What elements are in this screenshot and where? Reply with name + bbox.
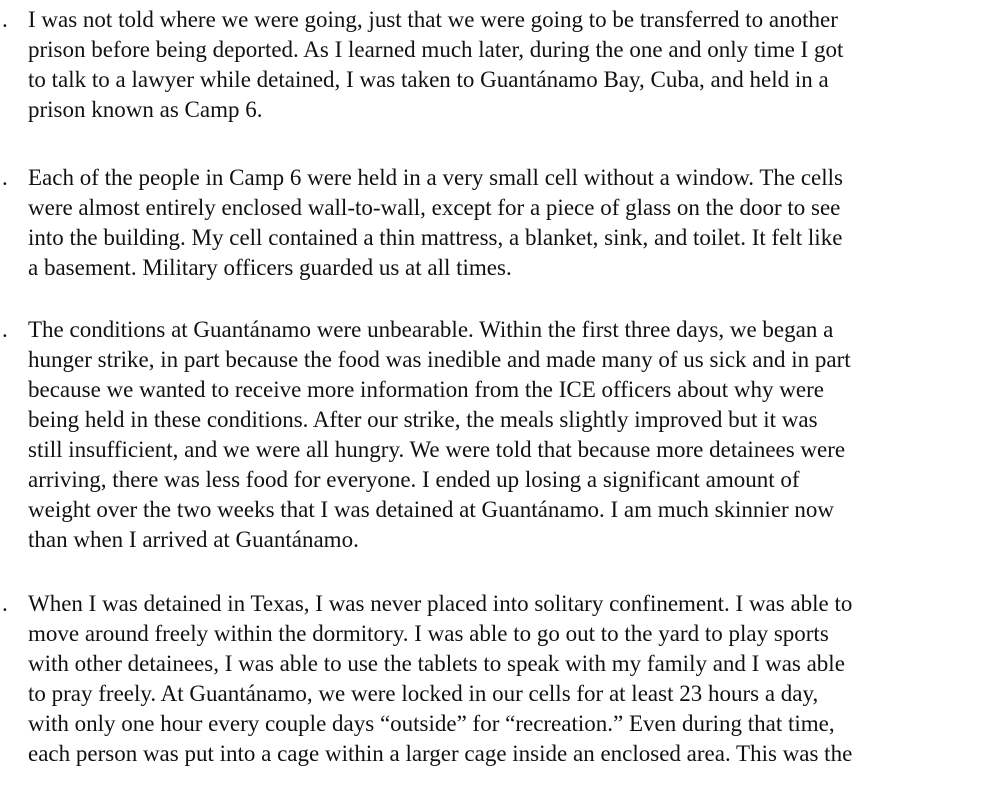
text-line: Each of the people in Camp 6 were held in a very small cell without a window. The cells [28, 165, 843, 190]
text-line: were almost entirely enclosed wall-to-wall, except for a piece of glass on the door to see [28, 195, 841, 220]
paragraph-1 [0, 5, 1000, 125]
text-line: to pray freely. At Guantánamo, we were locked in our cells for at least 23 hours a day, [28, 681, 819, 706]
text-line: still insufficient, and we were all hungry. We were told that because more detainees were [28, 437, 846, 462]
text-line: move around freely within the dormitory. I was able to go out to the yard to play sports [28, 621, 829, 646]
text-line: When I was detained in Texas, I was never placed into solitary confinement. I was able to [28, 591, 853, 616]
paragraph-marker: . [2, 317, 8, 342]
text-line: into the building. My cell contained a thin mattress, a blanket, sink, and toilet. It felt like [28, 225, 843, 250]
text-line: The conditions at Guantánamo were unbearable. Within the first three days, we began a [28, 317, 834, 342]
text-line: being held in these conditions. After our strike, the meals slightly improved but it was [28, 407, 818, 432]
text-line: a basement. Military officers guarded us at all times. [28, 255, 512, 280]
paragraph-4 [0, 589, 1000, 769]
text-line: prison known as Camp 6. [28, 97, 263, 122]
text-line: with other detainees, I was able to use the tablets to speak with my family and I was able [28, 651, 845, 676]
text-line: weight over the two weeks that I was detained at Guantánamo. I am much skinnier now [28, 497, 835, 522]
text-line: than when I arrived at Guantánamo. [28, 527, 359, 552]
text-line: to talk to a lawyer while detained, I was taken to Guantánamo Bay, Cuba, and held in a [28, 67, 829, 92]
text-line: because we wanted to receive more information from the ICE officers about why were [28, 377, 824, 402]
paragraph-marker: . [2, 591, 8, 616]
text-line: I was not told where we were going, just that we were going to be transferred to another [28, 7, 838, 32]
paragraph-2 [0, 163, 1000, 283]
text-line: each person was put into a cage within a larger cage inside an enclosed area. This was the [28, 741, 853, 766]
text-line: hunger strike, in part because the food was inedible and made many of us sick and in part [28, 347, 851, 372]
paragraph-marker: . [2, 165, 8, 190]
text-line: with only one hour every couple days “outside” for “recreation.” Even during that time, [28, 711, 835, 736]
paragraph-marker: . [2, 7, 8, 32]
text-line: prison before being deported. As I learned much later, during the one and only time I got [28, 37, 844, 62]
text-line: arriving, there was less food for everyone. I ended up losing a significant amount of [28, 467, 800, 492]
paragraph-3 [0, 315, 1000, 555]
